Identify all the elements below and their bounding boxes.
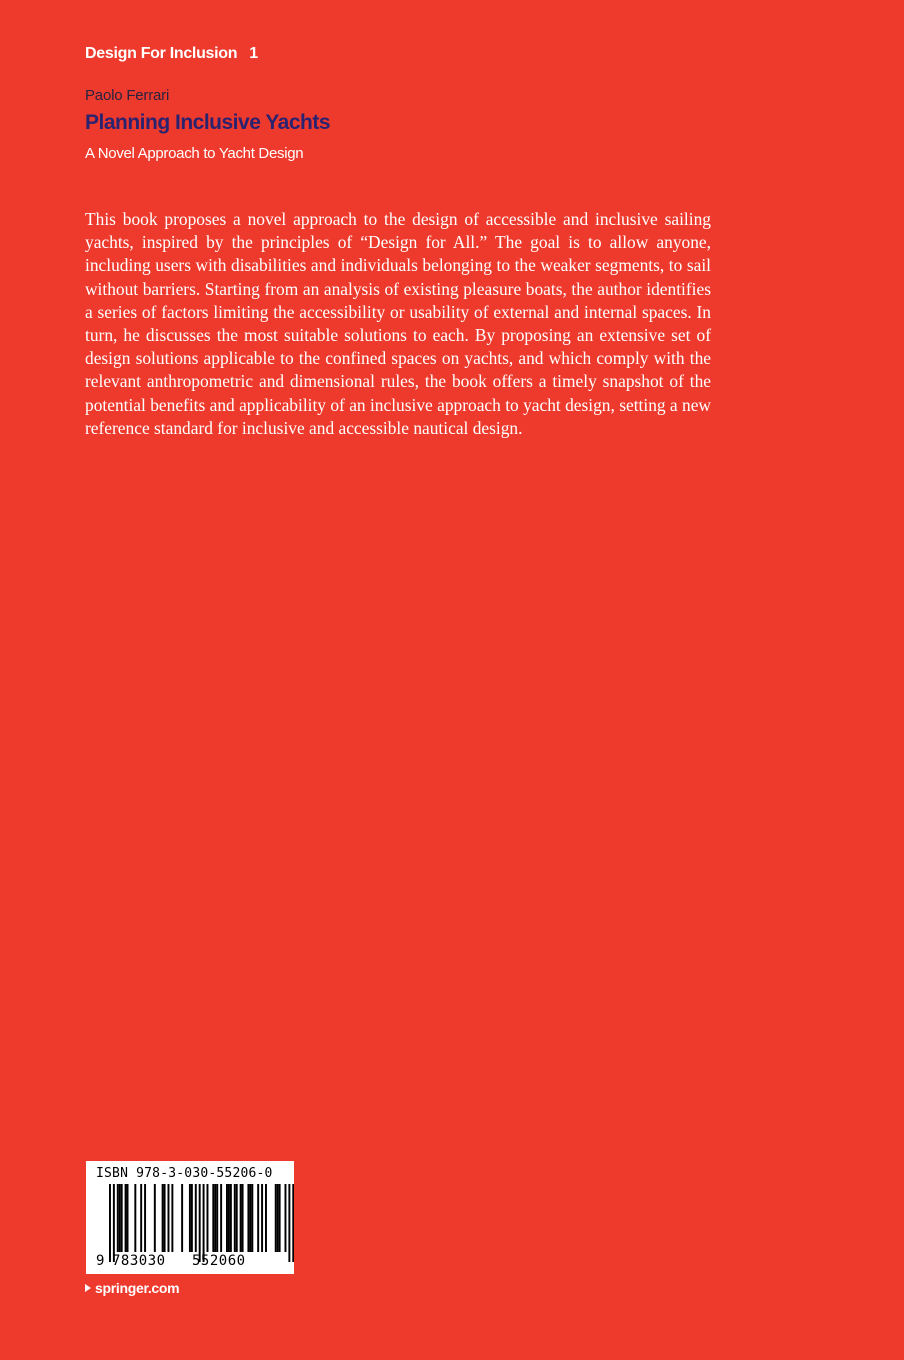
barcode-digit-first: 9 <box>96 1253 105 1269</box>
barcode-bar <box>230 1184 232 1252</box>
barcode-bar <box>189 1184 191 1252</box>
barcode-bar <box>168 1184 170 1252</box>
book-blurb: This book proposes a novel approach to the design of accessible and inclusive sailing yachts, inspired by the principles of “Design for All.” The goal is to allow anyone, including users with disabilities and individuals belonging to the weaker segments, to sail without barriers. Starting from an analysis of existing pleasure boats, the author identifies a series of factors limiting the accessibility or usability of external and internal spaces. In turn, he discusses the most suitable solutions to each. By proposing an extensive set of design solutions applicable to the confined spaces on yachts, and which comply with the relevant anthropometric and dimensional rules, the book offers a timely snapshot of the potential benefits and applicability of an inclusive approach to yacht design, setting a new reference standard for inclusive and accessible nautical design. <box>85 209 711 438</box>
barcode-bar <box>220 1184 222 1252</box>
barcode-bar <box>212 1184 214 1252</box>
barcode-bar <box>277 1184 279 1252</box>
barcode-bar <box>240 1184 242 1252</box>
barcode-bar <box>113 1184 115 1262</box>
barcode-bar <box>279 1184 281 1252</box>
isbn-label: ISBN 978-3-030-55206-0 <box>96 1166 273 1181</box>
barcode-bar <box>249 1184 251 1252</box>
barcode-bar <box>247 1184 249 1252</box>
barcode-bar <box>288 1184 290 1262</box>
barcode-bar <box>226 1184 228 1252</box>
barcode-bar <box>119 1184 121 1252</box>
barcode-bar <box>117 1184 119 1252</box>
barcode-bar <box>162 1184 164 1252</box>
author-name: Paolo Ferrari <box>85 87 170 104</box>
book-title: Planning Inclusive Yachts <box>85 111 331 134</box>
book-subtitle: A Novel Approach to Yacht Design <box>85 145 304 162</box>
barcode-bar <box>140 1184 142 1252</box>
barcode-bar <box>144 1184 146 1252</box>
barcode-bar <box>292 1184 294 1262</box>
series-line <box>85 45 258 63</box>
barcode-bar <box>121 1184 123 1252</box>
barcode-bar <box>236 1184 238 1252</box>
barcode-bar <box>216 1184 218 1252</box>
barcode-bar <box>195 1184 197 1252</box>
barcode-bar <box>265 1184 267 1252</box>
barcode-bar <box>242 1184 244 1252</box>
publisher-website[interactable] <box>85 1280 179 1296</box>
isbn-barcode <box>86 1161 294 1274</box>
barcode-bar <box>285 1184 287 1252</box>
barcode-bar <box>199 1184 201 1262</box>
barcode-digits-left: 783030 <box>112 1253 166 1269</box>
barcode-bar <box>257 1184 259 1252</box>
barcode-bar <box>171 1184 173 1252</box>
barcode-bar <box>127 1184 129 1252</box>
barcode-bar <box>261 1184 263 1252</box>
publisher-website-label: springer.com <box>95 1280 180 1296</box>
series-name: Design For Inclusion <box>85 45 238 62</box>
barcode-digits-right: 552060 <box>192 1253 246 1269</box>
barcode-bar <box>191 1184 193 1252</box>
barcode-bar <box>275 1184 277 1252</box>
barcode-bar <box>203 1184 205 1262</box>
series-volume: 1 <box>249 45 258 62</box>
barcode-bar <box>164 1184 166 1252</box>
arrow-icon <box>85 1284 91 1292</box>
barcode-bar <box>228 1184 230 1252</box>
barcode-bar <box>125 1184 127 1252</box>
barcode-bar <box>134 1184 136 1252</box>
barcode-bar <box>109 1184 111 1262</box>
barcode-bar <box>207 1184 209 1252</box>
barcode-bar <box>214 1184 216 1252</box>
barcode-bar <box>234 1184 236 1252</box>
barcode-bar <box>251 1184 253 1252</box>
barcode-bar <box>154 1184 156 1252</box>
barcode-bar <box>181 1184 183 1252</box>
